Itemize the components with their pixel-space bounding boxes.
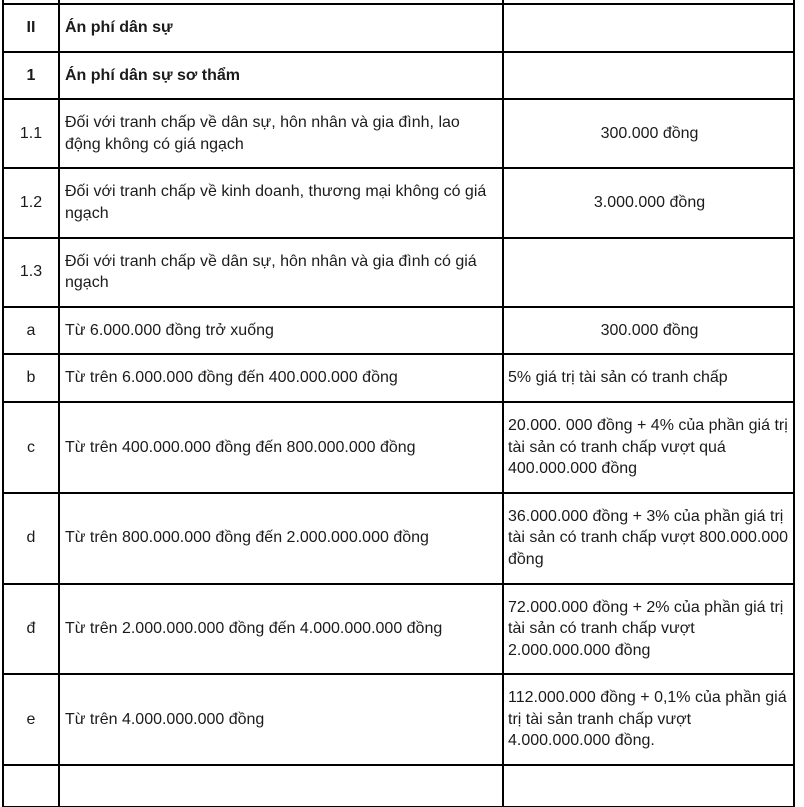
row-description-cell: Đối với tranh chấp về dân sự, hôn nhân và gia đình có giá ngạch <box>59 238 503 307</box>
row-description-cell <box>59 765 503 807</box>
row-description-cell: Đối với tranh chấp về kinh doanh, thương mại không có giá ngạch <box>59 168 503 237</box>
row-number-cell <box>3 765 59 807</box>
row-number-cell: 1 <box>3 52 59 100</box>
row-fee-cell: 300.000 đồng <box>503 99 794 168</box>
row-number-cell: 1.2 <box>3 168 59 237</box>
row-fee-cell <box>503 52 794 100</box>
row-number-cell: c <box>3 402 59 493</box>
row-fee-cell <box>503 4 794 52</box>
row-description-cell: Án phí dân sự <box>59 4 503 52</box>
table-row <box>3 584 794 675</box>
court-fees-table <box>2 0 795 807</box>
row-fee-cell <box>503 765 794 807</box>
row-fee-cell: 36.000.000 đồng + 3% của phần giá trị tài sản có tranh chấp vượt 800.000.000 đồng <box>503 493 794 584</box>
row-description-cell: Từ trên 2.000.000.000 đồng đến 4.000.000.000 đồng <box>59 584 503 675</box>
row-fee-cell: 20.000. 000 đồng + 4% của phần giá trị tài sản có tranh chấp vượt quá 400.000.000 đồng <box>503 402 794 493</box>
row-description-cell: Từ trên 6.000.000 đồng đến 400.000.000 đồng <box>59 354 503 402</box>
table-row-partial-bottom <box>3 765 794 807</box>
row-number-cell: e <box>3 674 59 765</box>
table-row <box>3 168 794 237</box>
table-row <box>3 99 794 168</box>
row-number-cell: 1.1 <box>3 99 59 168</box>
table-row <box>3 4 794 52</box>
row-number-cell: II <box>3 4 59 52</box>
row-fee-cell: 5% giá trị tài sản có tranh chấp <box>503 354 794 402</box>
row-number-cell: d <box>3 493 59 584</box>
row-description-cell: Từ 6.000.000 đồng trở xuống <box>59 307 503 355</box>
row-fee-cell: 72.000.000 đồng + 2% của phần giá trị tài sản có tranh chấp vượt 2.000.000.000 đồng <box>503 584 794 675</box>
row-fee-cell: 112.000.000 đồng + 0,1% của phần giá trị tài sản tranh chấp vượt 4.000.000.000 đồng. <box>503 674 794 765</box>
table-row <box>3 238 794 307</box>
row-description-cell: Từ trên 400.000.000 đồng đến 800.000.000 đồng <box>59 402 503 493</box>
table-row <box>3 354 794 402</box>
row-number-cell: b <box>3 354 59 402</box>
row-fee-cell: 300.000 đồng <box>503 307 794 355</box>
court-fees-table-body <box>3 0 794 807</box>
row-number-cell: đ <box>3 584 59 675</box>
table-row <box>3 307 794 355</box>
row-description-cell: Từ trên 4.000.000.000 đồng <box>59 674 503 765</box>
row-number-cell: 1.3 <box>3 238 59 307</box>
row-fee-cell: 3.000.000 đồng <box>503 168 794 237</box>
row-fee-cell <box>503 238 794 307</box>
row-description-cell: Án phí dân sự sơ thẩm <box>59 52 503 100</box>
table-row <box>3 674 794 765</box>
row-description-cell: Đối với tranh chấp về dân sự, hôn nhân và gia đình, lao động không có giá ngạch <box>59 99 503 168</box>
table-row <box>3 402 794 493</box>
table-row <box>3 52 794 100</box>
row-description-cell: Từ trên 800.000.000 đồng đến 2.000.000.000 đồng <box>59 493 503 584</box>
table-row <box>3 493 794 584</box>
row-number-cell: a <box>3 307 59 355</box>
